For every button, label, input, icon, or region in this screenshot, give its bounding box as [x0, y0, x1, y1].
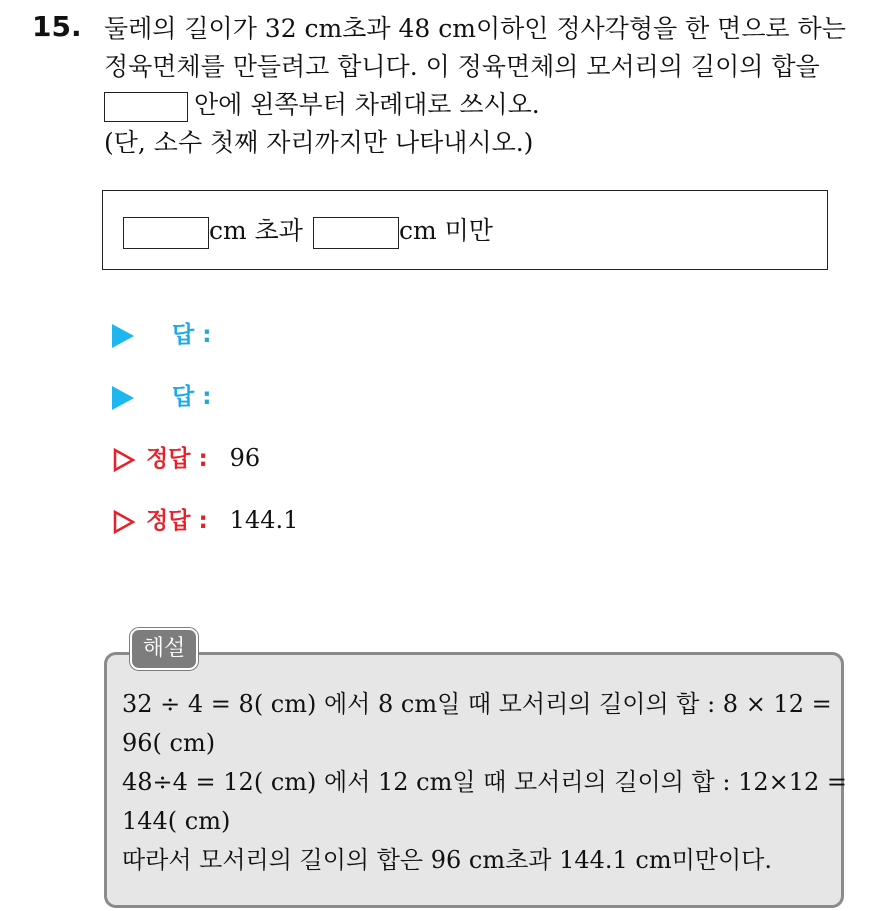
answer-frame [102, 190, 828, 270]
question-line-2: 정육면체를 만들려고 합니다. 이 정육면체의 모서리의 길이의 합을 [104, 52, 820, 81]
correct-label-2: 정답 : [146, 508, 208, 534]
explanation-text [122, 685, 847, 880]
answer-line-2 [112, 382, 211, 412]
correct-value-1: 96 [229, 444, 261, 472]
answer-label-2: 답 : [172, 384, 212, 410]
answer-blank-2[interactable] [313, 217, 399, 249]
answer-line-1 [112, 320, 211, 350]
outline-triangle-icon [112, 447, 136, 473]
explanation-tag: 해설 [130, 628, 198, 670]
inline-blank-box [104, 92, 188, 122]
answer-frame-row [123, 215, 493, 249]
answer-unit-1: cm 초과 [209, 216, 303, 245]
play-triangle-icon [112, 324, 134, 348]
question-number: 15. [32, 10, 82, 43]
correct-answer-1 [112, 443, 260, 474]
question-note: (단, 소수 첫째 자리까지만 나타내시오.) [104, 128, 534, 157]
correct-value-2: 144.1 [229, 506, 299, 534]
correct-answer-2 [112, 505, 298, 536]
explanation-line-4: 144( cm) [122, 807, 231, 835]
explanation-line-2: 96( cm) [122, 729, 216, 757]
answer-unit-2: cm 미만 [398, 216, 493, 245]
question-line-1: 둘레의 길이가 32 cm초과 48 cm이하인 정사각형을 한 면으로 하는 [104, 14, 846, 43]
explanation-line-5: 따라서 모서리의 길이의 합은 96 cm초과 144.1 cm미만이다. [122, 846, 772, 874]
question-text [104, 10, 874, 162]
question-line-3 [104, 86, 874, 124]
answer-blank-1[interactable] [123, 217, 209, 249]
correct-label-1: 정답 : [146, 446, 208, 472]
question-line-3-text: 안에 왼쪽부터 차례대로 쓰시오. [194, 90, 540, 119]
play-triangle-icon [112, 386, 134, 410]
answer-label-1: 답 : [172, 322, 212, 348]
outline-triangle-icon [112, 509, 136, 535]
explanation-line-3: 48÷4 = 12( cm) 에서 12 cm일 때 모서리의 길이의 합 : 12×12 = [122, 768, 847, 796]
explanation-line-1: 32 ÷ 4 = 8( cm) 에서 8 cm일 때 모서리의 길이의 합 : 8 × 12 = [122, 690, 832, 718]
